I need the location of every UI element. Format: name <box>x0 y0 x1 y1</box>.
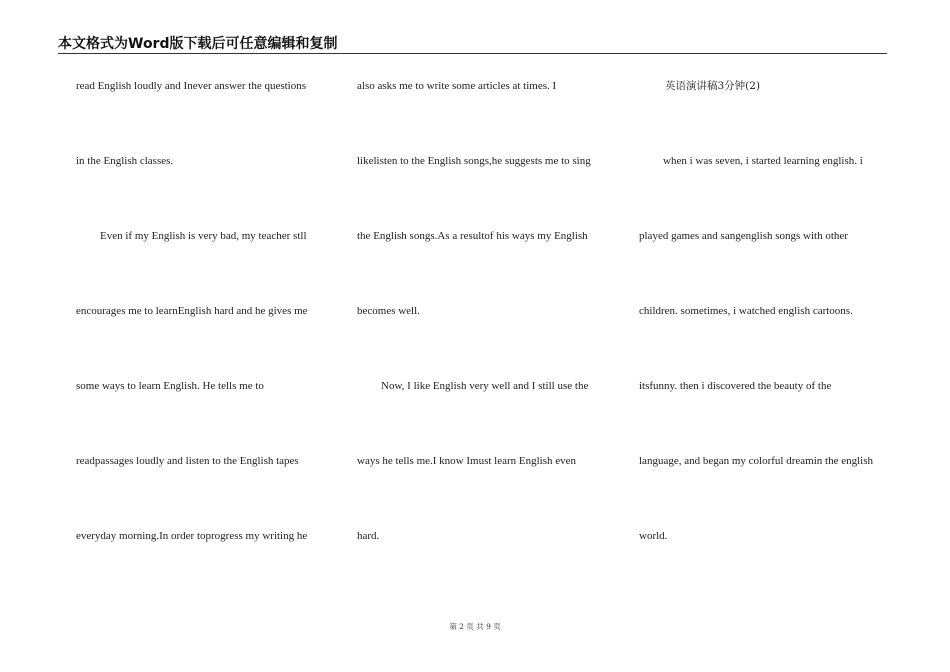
text-line: Now, I like English very well and I still use the <box>381 380 589 392</box>
text-line: also asks me to write some articles at times. I <box>357 80 557 92</box>
text-line: encourages me to learnEnglish hard and he gives me <box>76 305 308 317</box>
text-line: itsfunny. then i discovered the beauty of the <box>639 380 832 392</box>
text-line: likelisten to the English songs,he suggests me to sing <box>357 155 591 167</box>
text-line: children. sometimes, i watched english cartoons. <box>639 305 853 317</box>
text-line: everyday morning.In order toprogress my writing he <box>76 530 308 542</box>
text-line: when i was seven, i started learning english. i <box>663 155 863 167</box>
text-line: world. <box>639 530 668 542</box>
text-line: some ways to learn English. He tells me to <box>76 380 264 392</box>
page-header <box>58 35 887 54</box>
section-heading: 英语演讲稿3分钟(2) <box>665 80 761 92</box>
text-line: the English songs.As a resultof his ways my English <box>357 230 588 242</box>
text-line: readpassages loudly and listen to the English tapes <box>76 455 299 467</box>
text-line: ways he tells me.I know Imust learn English even <box>357 455 577 467</box>
text-line: hard. <box>357 530 380 542</box>
text-line: language, and began my colorful dreamin the english <box>639 455 873 467</box>
page-number: 第 2 页 共 9 页 <box>449 622 501 631</box>
text-line: becomes well. <box>357 305 420 317</box>
text-line: in the English classes. <box>76 155 174 167</box>
text-line: Even if my English is very bad, my teacher stll <box>100 230 307 242</box>
text-line: read English loudly and Inever answer the questions <box>76 80 307 92</box>
text-line: played games and sangenglish songs with other <box>639 230 848 242</box>
header-title: 本文格式为Word版下载后可任意编辑和复制 <box>58 36 338 52</box>
